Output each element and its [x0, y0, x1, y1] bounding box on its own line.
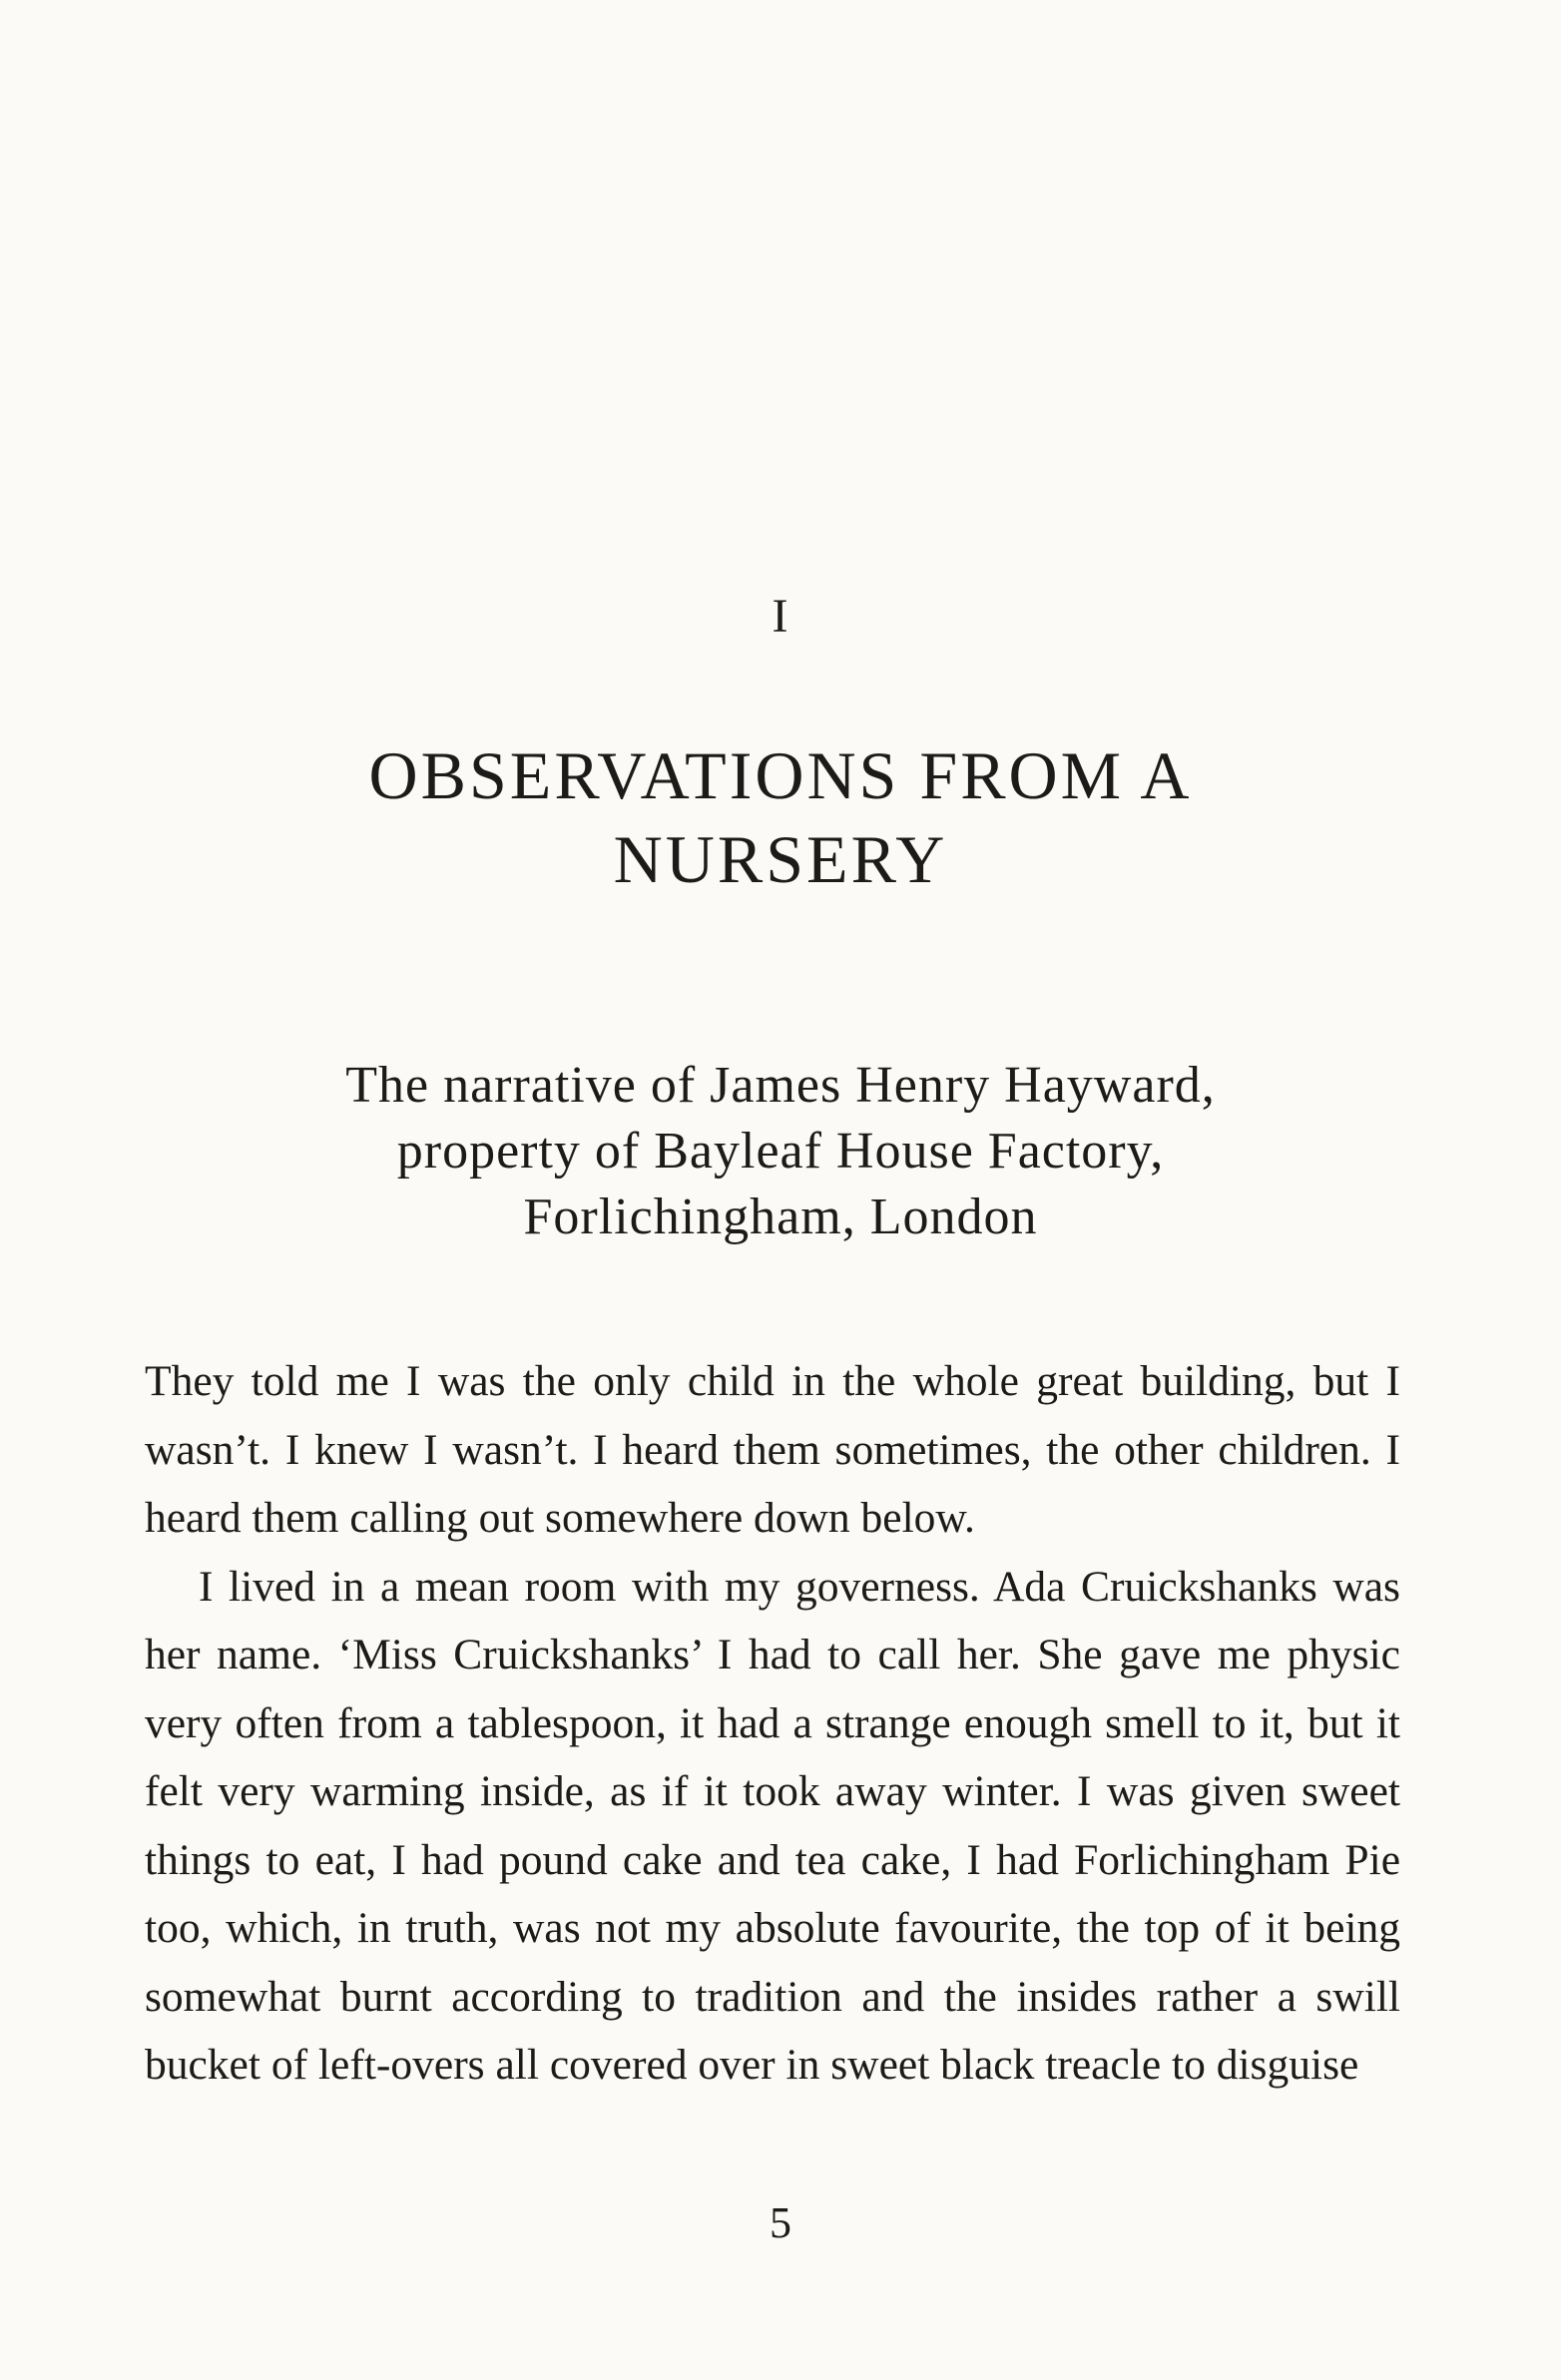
chapter-title: [200, 733, 1361, 901]
subtitle-line: Forlichingham, London: [523, 1189, 1038, 1245]
chapter-title-line: OBSERVATIONS FROM A: [368, 737, 1193, 813]
page-number: 5: [770, 2198, 791, 2247]
chapter-subtitle: [200, 1053, 1361, 1250]
body-text: [145, 1347, 1400, 2100]
paragraph: They told me I was the only child in the whole great building, but I wasn’t. I knew I wasn’t. I heard them sometimes, the other children. I heard them calling out somewhere down below.: [145, 1357, 1400, 1542]
paragraph: I lived in a mean room with my governess. Ada Cruickshanks was her name. ‘Miss Cruickshanks’ I had to call her. She gave me physic very often from a tablespoon, it had a strange enough smell to it, but it felt very warming inside, as if it took away winter. I was given sweet things to eat, I had pound cake and tea cake, I had Forlichingham Pie too, which, in truth, was not my absolute favourite, the top of it being somewhat burnt according to tradition and the insides rather a swill bucket of left-overs all covered over in sweet black treacle to disguise: [145, 1562, 1400, 2089]
subtitle-line: property of Bayleaf House Factory,: [396, 1123, 1165, 1180]
chapter-number: I: [772, 590, 789, 643]
subtitle-line: The narrative of James Henry Hayward,: [345, 1057, 1216, 1114]
chapter-title-line: NURSERY: [613, 821, 948, 897]
